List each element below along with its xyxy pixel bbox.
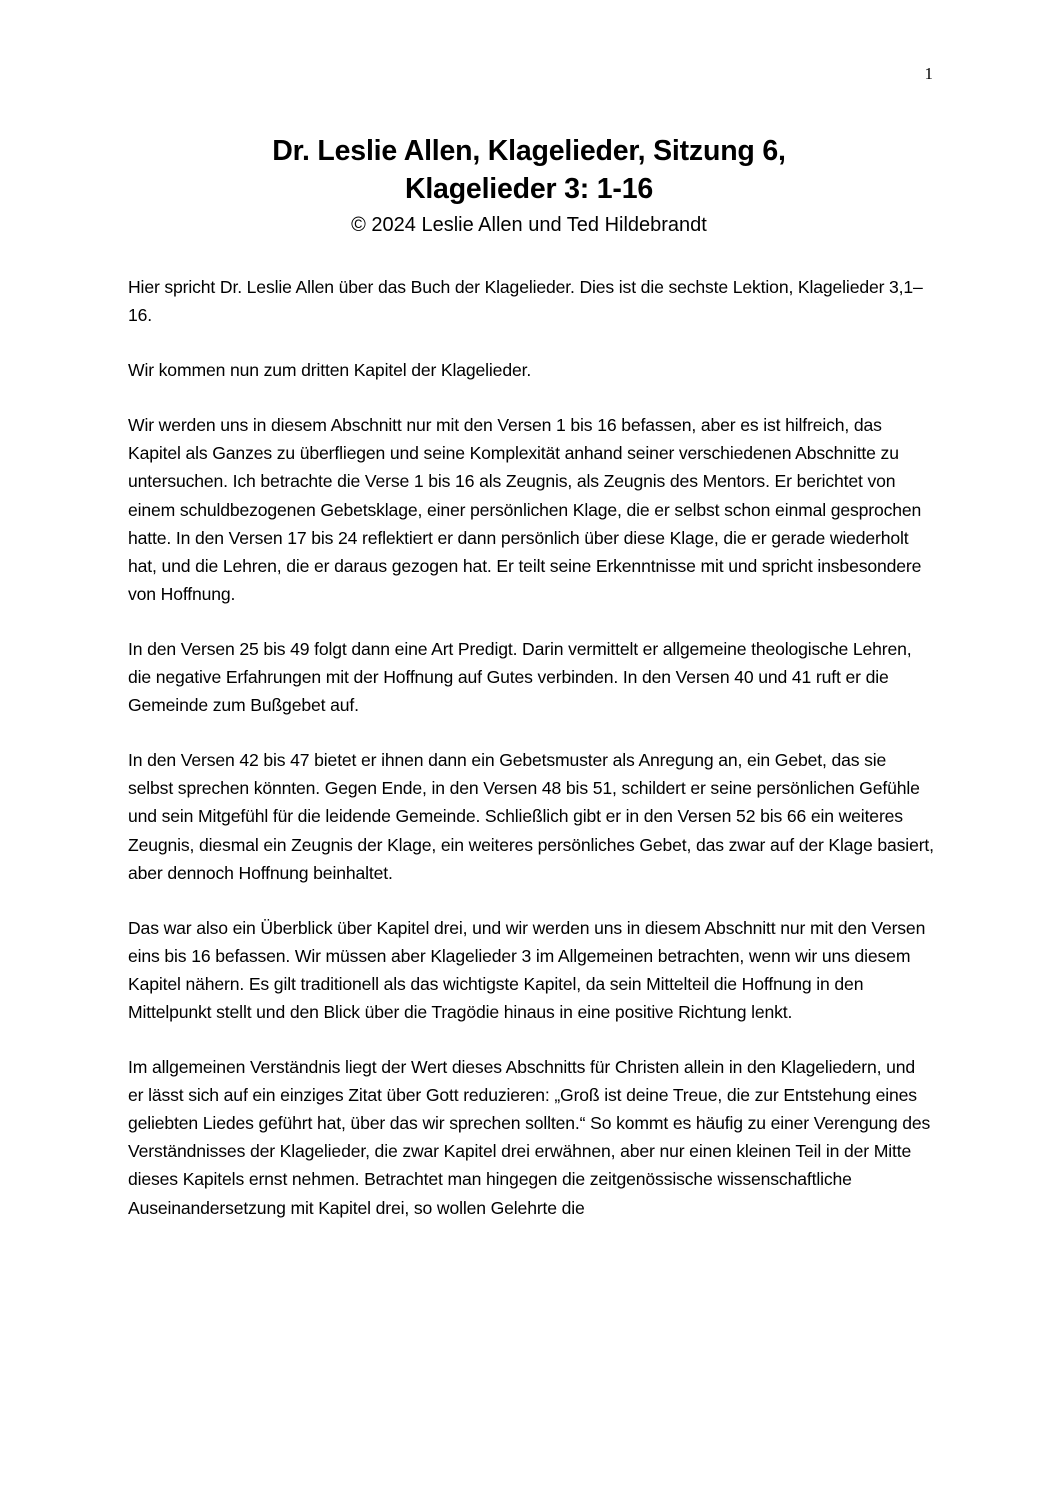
paragraph: Das war also ein Überblick über Kapitel drei, und wir werden uns in diesem Abschnitt nur mit den Versen eins bis 16 befassen. Wir müssen aber Klagelieder 3 im Allgemeinen betrachten, wenn wir uns diesem Kapitel nähern. Es gilt traditionell als das wichtigste Kapitel, da sein Mittelteil die Hoffnung in den Mittelpunkt stellt und den Blick über die Tragödie hinaus in eine positive Richtung lenkt. <box>128 917 926 1022</box>
paragraph: In den Versen 42 bis 47 bietet er ihnen dann ein Gebetsmuster als Anregung an, ein Gebet, das sie selbst sprechen könnten. Gegen Ende, in den Versen 48 bis 51, schildert er seine persönlichen Gefühle und sein Mitgefühl für die leidende Gemeinde. Schließlich gibt er in den Versen 52 bis 66 ein weiteres Zeugnis, diesmal ein Zeugnis der Klage, ein weiteres persönliches Gebet, das zwar auf der Klage basiert, aber dennoch Hoffnung beinhaltet. <box>128 750 934 883</box>
paragraph: Wir werden uns in diesem Abschnitt nur mit den Versen 1 bis 16 befassen, aber es ist hilfreich, das Kapitel als Ganzes zu überfliegen und seine Komplexität anhand seiner verschiedenen Abschnitte zu untersuchen. Ich betrachte die Verse 1 bis 16 als Zeugnis, als Zeugnis des Mentors. Er berichtet von einem schuldbezogenen Gebetsklage, einer persönlichen Klage, die er selbst schon einmal gesprochen hatte. In den Versen 17 bis 24 reflektiert er dann persönlich über diese Klage, die er gerade wiederholt hat, und die Lehren, die er daraus gezogen hat. Er teilt seine Erkenntnisse mit und spricht insbesondere von Hoffnung. <box>128 415 922 604</box>
document-header <box>128 132 930 239</box>
page-number: 1 <box>924 64 933 83</box>
copyright-line: © 2024 Leslie Allen und Ted Hildebrandt <box>351 214 707 236</box>
paragraph: Im allgemeinen Verständnis liegt der Wert dieses Abschnitts für Christen allein in den Klageliedern, und er lässt sich auf ein einziges Zitat über Gott reduzieren: „Groß ist deine Treue, die zur Entstehung eines geliebten Liedes geführt hat, über das wir sprechen sollten.“ So kommt es häufig zu einer Verengung des Verständnisses der Klagelieder, die zwar Kapitel drei erwähnen, aber nur einen kleinen Teil in der Mitte dieses Kapitels ernst nehmen. Betrachtet man hingegen die zeitgenössische wissenschaftliche Auseinandersetzung mit Kapitel drei, so wollen Gelehrte die <box>128 1057 931 1218</box>
document-body <box>128 273 934 1222</box>
paragraph: In den Versen 25 bis 49 folgt dann eine Art Predigt. Darin vermittelt er allgemeine theologische Lehren, die negative Erfahrungen mit der Hoffnung auf Gutes verbinden. In den Versen 40 und 41 ruft er die Gemeinde zum Bußgebet auf. <box>128 638 912 716</box>
title-line-2: Klagelieder 3: 1-16 <box>404 173 654 205</box>
paragraph: Hier spricht Dr. Leslie Allen über das Buch der Klagelieder. Dies ist die sechste Lektion, Klagelieder 3,1–16. <box>128 277 923 326</box>
paragraph: Wir kommen nun zum dritten Kapitel der Klagelieder. <box>128 360 532 381</box>
title-line-1: Dr. Leslie Allen, Klagelieder, Sitzung 6, <box>272 135 786 167</box>
